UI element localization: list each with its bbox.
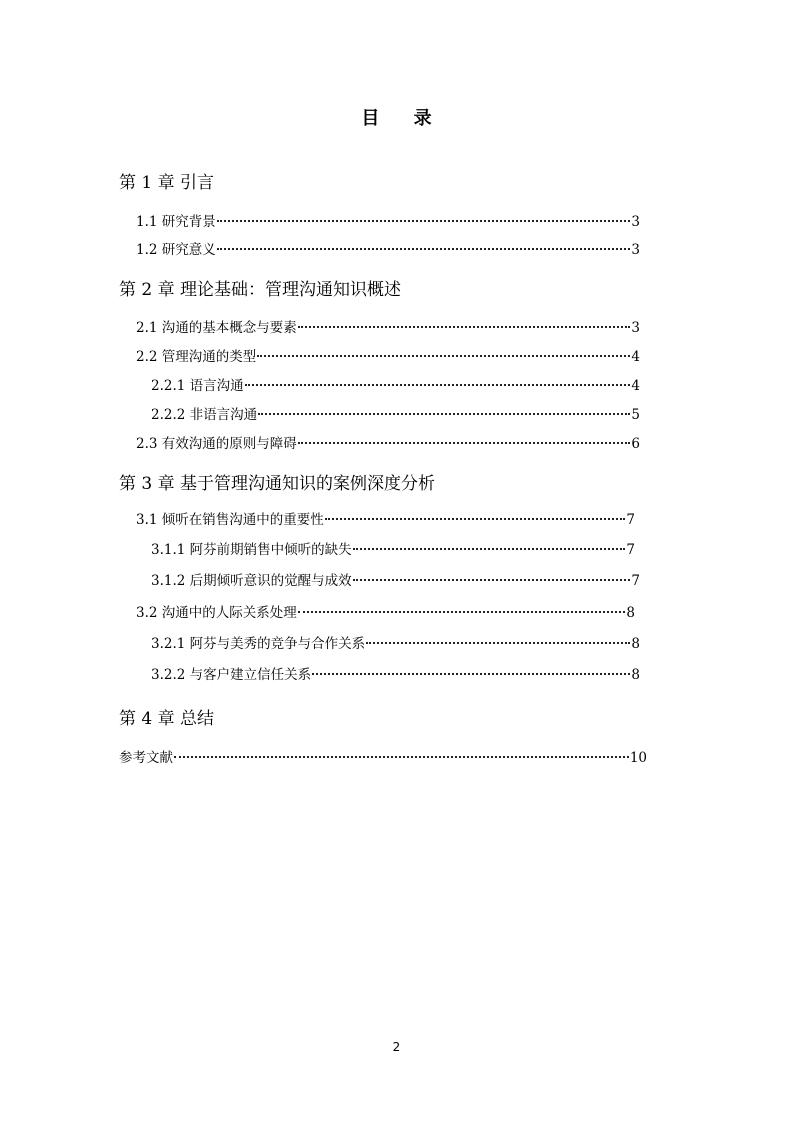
entry-label: 3.2 沟通中的人际关系处理	[136, 605, 297, 621]
toc-entry[interactable]	[136, 318, 640, 338]
entry-label: 3.1 倾听在销售沟通中的重要性	[136, 512, 324, 528]
chapter-label: 第 2 章 理论基础：管理沟通知识概述	[119, 280, 402, 300]
dot-leader	[217, 220, 631, 222]
entry-page: 8	[631, 667, 640, 683]
entry-label: 2.2 管理沟通的类型	[136, 349, 257, 365]
entry-page: 4	[631, 378, 640, 394]
toc-entry[interactable]	[136, 603, 635, 623]
dot-leader	[174, 756, 629, 758]
entry-label: 参考文献	[119, 750, 173, 766]
toc-title: 目 录	[361, 108, 446, 129]
dot-leader	[245, 384, 631, 386]
chapter-label: 第 3 章 基于管理沟通知识的案例深度分析	[119, 474, 436, 494]
entry-page: 3	[631, 320, 640, 336]
toc-entry[interactable]	[151, 376, 640, 396]
toc-entry[interactable]	[151, 540, 635, 560]
chapter-label: 第 4 章 总结	[119, 709, 215, 729]
entry-label: 3.2.1 阿芬与美秀的竞争与合作关系	[151, 636, 366, 652]
entry-label: 2.2.2 非语言沟通	[151, 407, 258, 423]
page-number: 2	[392, 1040, 401, 1054]
dot-leader	[353, 579, 631, 581]
entry-label: 1.2 研究意义	[136, 242, 216, 258]
entry-label: 2.2.1 语言沟通	[151, 378, 244, 394]
entry-page: 3	[631, 242, 640, 258]
dot-leader	[312, 673, 630, 675]
entry-page: 6	[631, 436, 640, 452]
toc-entry-references[interactable]	[119, 748, 647, 768]
toc-entry[interactable]	[151, 634, 640, 654]
toc-entry[interactable]	[136, 434, 640, 454]
entry-label: 2.1 沟通的基本概念与要素	[136, 320, 297, 336]
entry-page: 10	[629, 750, 647, 766]
entry-page: 7	[626, 512, 635, 528]
toc-chapter-4[interactable]	[119, 707, 214, 731]
toc-entry[interactable]	[151, 405, 640, 425]
entry-label: 3.2.2 与客户建立信任关系	[151, 667, 312, 683]
entry-label: 2.3 有效沟通的原则与障碍	[136, 436, 297, 452]
dot-leader	[353, 548, 626, 550]
toc-entry[interactable]	[136, 347, 640, 367]
toc-chapter-2[interactable]	[119, 278, 401, 302]
entry-page: 8	[631, 636, 640, 652]
dot-leader	[298, 326, 631, 328]
entry-page: 5	[631, 407, 640, 423]
dot-leader	[366, 642, 630, 644]
entry-page: 4	[631, 349, 640, 365]
dot-leader	[258, 413, 630, 415]
toc-entry[interactable]	[151, 665, 640, 685]
entry-page: 3	[631, 214, 640, 230]
toc-entry[interactable]	[151, 571, 640, 591]
dot-leader	[325, 518, 626, 520]
entry-page: 7	[631, 573, 640, 589]
entry-page: 8	[626, 605, 635, 621]
toc-chapter-1[interactable]	[119, 171, 214, 195]
chapter-label: 第 1 章 引言	[119, 173, 215, 193]
toc-entry[interactable]	[136, 240, 640, 260]
entry-label: 3.1.2 后期倾听意识的觉醒与成效	[151, 573, 352, 589]
dot-leader	[257, 355, 630, 357]
dot-leader	[298, 611, 626, 613]
dot-leader	[217, 248, 631, 250]
toc-entry[interactable]	[136, 212, 640, 232]
entry-label: 1.1 研究背景	[136, 214, 216, 230]
toc-chapter-3[interactable]	[119, 472, 435, 496]
dot-leader	[298, 442, 631, 444]
entry-page: 7	[626, 542, 635, 558]
entry-label: 3.1.1 阿芬前期销售中倾听的缺失	[151, 542, 352, 558]
toc-entry[interactable]	[136, 510, 635, 530]
